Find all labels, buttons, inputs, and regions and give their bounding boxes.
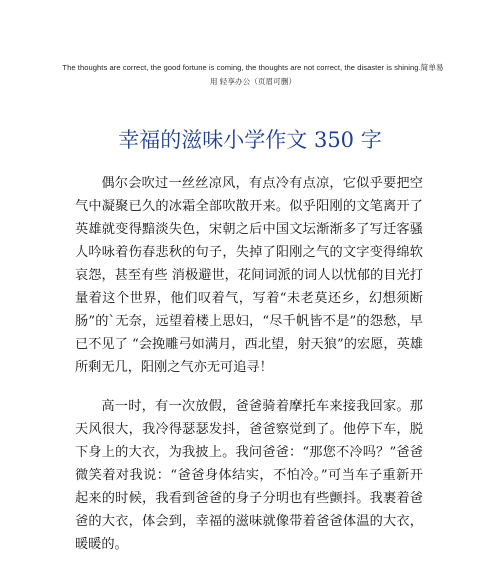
page-header <box>62 61 444 89</box>
header-line-1: The thoughts are correct, the good fortune is coming, the thoughts are not correct, the disaster is shining.简单易 <box>62 63 444 72</box>
paragraph-1: 偶尔会吹过一丝丝凉风，有点冷有点凉，它似乎要把空气中凝聚已久的冰霜全部吹散开来。似乎阳刚的文笔离开了英雄就变得黯淡失色，宋朝之后中国文坛渐渐多了写迁客骚人吟咏着伤春悲秋的句子，失掉了阳刚之气的文字变得绵软哀怨，甚至有些 消极避世，花间词派的词人以忧郁的目光打量着这个世界，他们叹着气，写着“未老莫还乡，幻想须断肠”的`无奈，远望着楼上思妇，“尽千帆皆不是”的怨愁，早已不见了 “会挽雕弓如满月，西北望，射天狼”的宏愿，英雄所剩无几，阳刚之气亦无可追寻！ <box>75 176 423 375</box>
document-title: 幸福的滋味小学作文 350 字 <box>118 128 382 153</box>
document-body <box>75 172 423 556</box>
header-line-2: 用 轻享办公（页眉可删） <box>209 77 297 86</box>
paragraph-2: 高一时，有一次放假，爸爸骑着摩托车来接我回家。那天风很大，我冷得瑟瑟发抖，爸爸察觉到了。他停下车，脱下身上的大衣，为我披上。我问爸爸：“那您不冷吗？”爸爸微笑着对我说：“爸爸身体结实，不怕冷。”可当车子重新开起来的时候，我看到爸爸的身子分明也有些颤抖。我裹着爸爸的大衣，体会到，幸福的滋味就像带着爸爸体温的大衣，暖暖的。 <box>75 399 423 552</box>
